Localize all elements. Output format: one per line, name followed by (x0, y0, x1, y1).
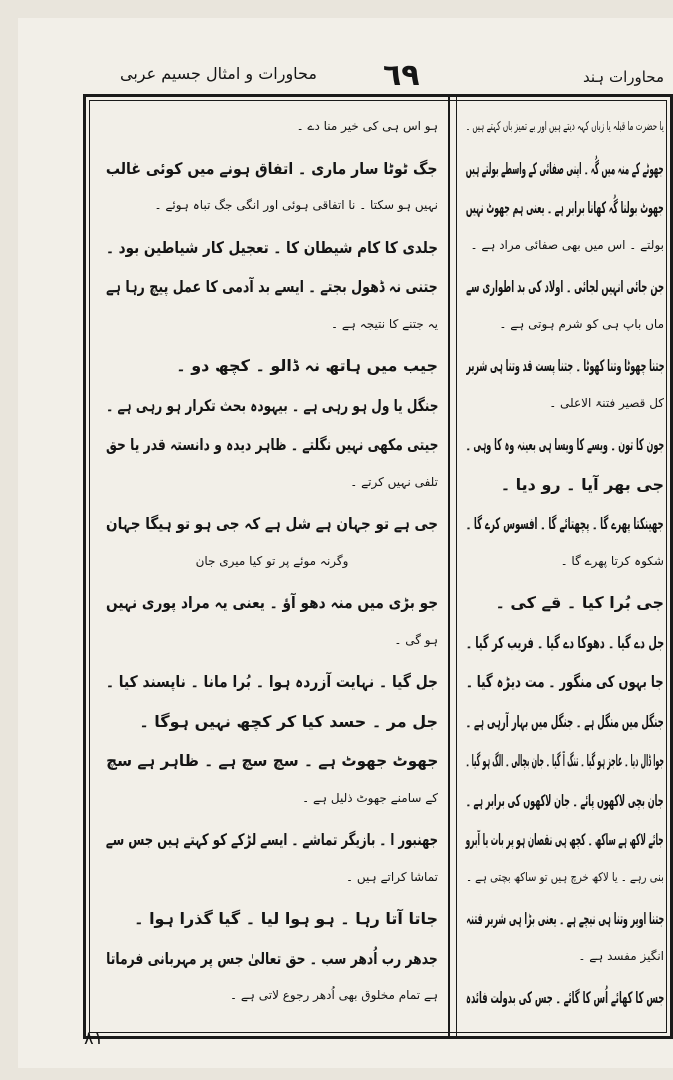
right-column (466, 119, 664, 1022)
right-column-line: جس کا کھائے اُس کا گائے ۔ جس کی بدولت فائدہ (465, 988, 664, 1007)
left-column-line: جلدی کا کام شیطان کا ۔ تعجیل کار شیاطین بود ۔ (105, 237, 438, 257)
left-column-line: جیتی مکھی نہیں نگلتے ۔ ظاہر دیدہ و دانستہ قدر یا حق (105, 435, 438, 454)
left-column-line: وگرنہ موئے پر تو کیا میری جان (195, 553, 349, 568)
left-column-line: جاتا آتا رہا ۔ ہو ہوا لیا ۔ گیا گذرا ہوا ۔ (134, 909, 438, 928)
column-divider (448, 97, 450, 1036)
left-column-line: نہیں ہو سکتا ۔ نا اتفاقی ہوئی اور انگی جگ تباہ ہوئے ۔ (154, 198, 438, 212)
left-column-line: جھنبور ا ۔ بازیگر تماشے ۔ ایسے لڑکے کو کہتے ہیں جس سے (105, 830, 438, 849)
right-running-title: محاورات ہند (583, 68, 665, 86)
left-column-line: جل مر ۔ حسد کیا کر کچھ نہیں ہوگا ۔ (139, 711, 438, 731)
left-column-line: تلفی نہیں کرتے ۔ (350, 474, 438, 489)
page-header (48, 58, 668, 98)
book-page (18, 18, 673, 1068)
left-column-line: تماشا کراتے ہیں ۔ (346, 869, 438, 884)
right-column-line: یا حضرت ما قبلہ یا زباں کہہ دیتے ہیں اور بے تمیز باں کہتے ہیں ۔ (466, 119, 664, 133)
left-column-line: جل گیا ۔ نہایت آزردہ ہوا ۔ بُرا مانا ۔ ناپسند کیا ۔ (105, 672, 438, 691)
left-column-line: جیب میں ہاتھ نہ ڈالو ۔ کچھ دو ۔ (176, 356, 438, 375)
right-column-line: جان بچی لاکھوں پائے ۔ جان لاکھوں کی برابر ہے ۔ (466, 790, 664, 810)
right-column-line: جی بُرا کیا ۔ قے کی ۔ (495, 593, 664, 612)
right-column-line: ماں باپ ہی کو شرم ہوتی ہے ۔ (499, 316, 664, 331)
right-column-line: جون کا تون ۔ ویسے کا ویسا ہی بعینہ وہ کا وہی ۔ (465, 435, 664, 454)
right-column-line: جی بھر آیا ۔ رو دیا ۔ (500, 474, 664, 494)
right-column-line: انگیز مفسد ہے ۔ (578, 948, 664, 963)
right-column-line: جل دے گیا ۔ دھوکا دے گیا ۔ فریب کر گیا ۔ (465, 632, 664, 652)
left-column-line: ہے تمام مخلوق بھی اُدھر رجوع لاتی ہے ۔ (230, 988, 438, 1002)
right-column-line: جھوٹے کے منہ میں گُہ ۔ اپنی صفائی کے واسطے بولتے ہیں (466, 158, 664, 178)
right-column-line: جوا ڈال دیا ۔ عاجز ہو گیا ۔ تنگ آ گیا ۔ جان بچالی ۔ الگ ہو گیا ۔ (465, 751, 664, 770)
left-column-line: ہو گی ۔ (394, 632, 438, 647)
right-column-line: شکوہ کرتا پھرے گا ۔ (560, 553, 664, 568)
left-column-line: جنگل یا ول ہو رہی ہے ۔ بیہودہ بحث تکرار ہو رہی ہے ۔ (105, 395, 438, 415)
right-column-line: جن جائی انہیں لجائی ۔ اولاد کی بد اطواری سے (466, 277, 664, 296)
left-column (106, 119, 438, 1022)
text-frame (83, 94, 673, 1039)
left-column-line: جتنی نہ ڈھول بجتے ۔ ایسے بد آدمی کا عمل پیچ رہا ہے (106, 277, 438, 296)
left-column-line: جھوٹ جھوٹ ہے ۔ سچ سچ ہے ۔ ظاہر ہے سچ (105, 751, 438, 770)
left-running-title: محاورات و امثال جسیم عربی (120, 64, 317, 83)
left-column-line: یہ جتنے کا نتیجہ ہے ۔ (331, 316, 438, 331)
right-column-line: جنگل میں منگل ہے ۔ جنگل میں بہار آرہی ہے ۔ (466, 711, 664, 731)
right-column-line: جھوٹ بولنا گُہ کھانا برابر ہے ۔ یعنی ہم جھوٹ نہیں (466, 198, 664, 217)
page-number: ٦٩ (383, 58, 420, 93)
signature-number: ٨١ (84, 1028, 104, 1049)
left-column-line: جگ ٹوٹا سار ماری ۔ اتفاق ہونے میں کوئی غالب (106, 158, 438, 178)
left-column-line: جو بڑی میں منہ دھو آؤ ۔ یعنی یہ مراد پوری نہیں (105, 593, 438, 612)
right-column-line: کل قصیر فتنۃ الاعلی ۔ (549, 395, 664, 410)
right-column-line: جا بہوں کی منگور ۔ مت دیڑہ گیا ۔ (466, 672, 664, 691)
column-divider-inner (456, 97, 457, 1036)
left-column-line: جی ہے تو جہان ہے شل ہے کہ جی ہو تو ہیگا جہان (105, 514, 438, 533)
right-column-line: جھینکتا پھرے گا ۔ پچھتائے گا ۔ افسوس کرے گا ۔ (466, 514, 664, 533)
right-column-line: جتنا اوپر وتنا ہی نیچے ہے ۔ یعنی بڑا ہی شریر فتنہ (466, 909, 664, 928)
left-column-line: کے سامنے جھوٹ ذلیل ہے ۔ (302, 790, 438, 805)
right-column-line: بنی رہے ۔ یا لاکھ خرچ ہیں تو ساکھ بچتی ہے ۔ (466, 869, 664, 884)
right-column-line: بولتے ۔ اس میں بھی صفائی مراد ہے ۔ (470, 237, 664, 252)
right-column-line: جائے لاکھ ہے ساکھ ۔ کچھ ہی نقصان ہو پر بات یا آبرو (465, 830, 664, 849)
right-column-line: جتنا چھوٹا وتنا کھوٹا ۔ جتنا پست قد وتنا ہی شریر (465, 356, 664, 375)
left-column-line: ہو اس ہی کی خیر منا دے ۔ (296, 119, 438, 133)
left-column-line: جدھر رب اُدھر سب ۔ حق تعالیٰ جس پر مہربانی فرماتا (106, 948, 438, 968)
